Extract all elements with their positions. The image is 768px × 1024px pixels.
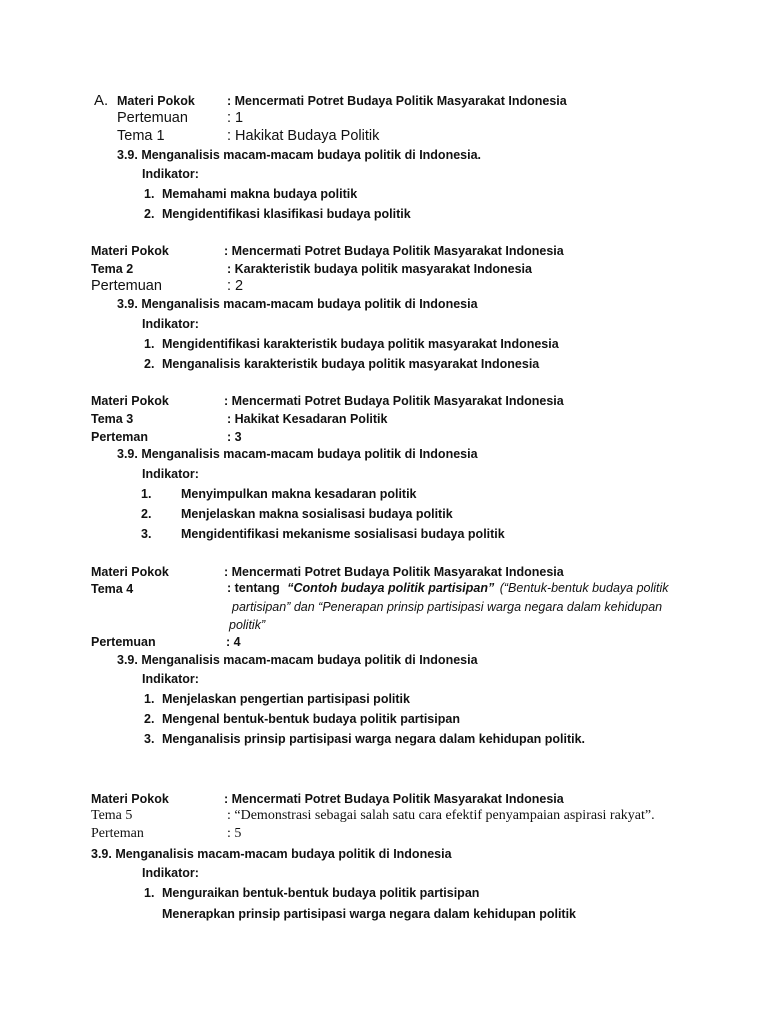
tema-detail: partisipan” dan “Penerapan prinsip partisipasi warga negara dalam kehidupan: [232, 600, 663, 614]
list-item: Menjelaskan makna sosialisasi budaya politik: [181, 507, 453, 521]
kompetensi-dasar: 3.9. Menganalisis macam-macam budaya politik di Indonesia: [91, 847, 452, 861]
list-item-number: 3.: [141, 527, 152, 541]
materi-value: : Mencermati Potret Budaya Politik Masyarakat Indonesia: [224, 244, 564, 258]
tema-emphasis: “Contoh budaya politik partisipan”: [287, 581, 495, 595]
tema-value: : Karakteristik budaya politik masyarakat Indonesia: [227, 262, 532, 276]
list-item-number: 3.: [144, 732, 155, 746]
pertemuan-value: : 5: [227, 826, 242, 841]
list-item: Mengenal bentuk-bentuk budaya politik partisipan: [162, 712, 460, 726]
tema-detail: (“Bentuk-bentuk budaya politik: [499, 581, 669, 595]
list-item: Menganalisis karakteristik budaya politik masyarakat Indonesia: [162, 357, 540, 371]
list-item-number: 2.: [144, 712, 155, 726]
indikator-label: Indikator:: [142, 167, 199, 181]
pertemuan-label: Perteman: [91, 430, 148, 444]
indikator-label: Indikator:: [142, 467, 199, 481]
materi-label: Materi Pokok: [91, 565, 169, 579]
tema-value: : Hakikat Budaya Politik: [227, 128, 380, 144]
list-item-number: 2.: [141, 507, 152, 521]
list-item: Mengidentifikasi mekanisme sosialisasi budaya politik: [181, 527, 505, 541]
list-item-number: 1.: [144, 692, 155, 706]
list-item: Menganalisis prinsip partisipasi warga negara dalam kehidupan politik.: [162, 732, 586, 746]
pertemuan-value: : 4: [226, 635, 241, 649]
materi-value: : Mencermati Potret Budaya Politik Masyarakat Indonesia: [224, 565, 564, 579]
list-item-number: 1.: [141, 487, 152, 501]
list-item: Menerapkan prinsip partisipasi warga negara dalam kehidupan politik: [162, 907, 577, 921]
tema-value: : “Demonstrasi sebagai salah satu cara efektif penyampaian aspirasi rakyat”.: [227, 808, 655, 823]
section-marker: A.: [94, 92, 109, 109]
materi-label: Materi Pokok: [91, 244, 169, 258]
list-item-number: 1.: [144, 187, 155, 201]
tema-value: [227, 582, 669, 595]
pertemuan-label: Perteman: [91, 826, 144, 841]
tema-label: Tema 4: [91, 582, 134, 596]
tema-prefix: : tentang: [227, 581, 280, 595]
materi-value: : Mencermati Potret Budaya Politik Masyarakat Indonesia: [224, 792, 564, 806]
tema-label: Tema 2: [91, 262, 134, 276]
kompetensi-dasar: 3.9. Menganalisis macam-macam budaya politik di Indonesia: [117, 653, 478, 667]
tema-label: Tema 1: [117, 128, 165, 144]
tema-detail: politik”: [229, 618, 266, 632]
list-item-number: 1.: [144, 337, 155, 351]
materi-label: Materi Pokok: [117, 94, 195, 108]
kompetensi-dasar: 3.9. Menganalisis macam-macam budaya politik di Indonesia: [117, 447, 478, 461]
list-item-number: 1.: [144, 886, 155, 900]
materi-value: : Mencermati Potret Budaya Politik Masyarakat Indonesia: [227, 94, 567, 108]
list-item-number: 2.: [144, 207, 155, 221]
list-item: Menyimpulkan makna kesadaran politik: [181, 487, 417, 501]
indikator-label: Indikator:: [142, 672, 199, 686]
pertemuan-value: : 2: [227, 278, 244, 294]
materi-label: Materi Pokok: [91, 394, 169, 408]
list-item: Menguraikan bentuk-bentuk budaya politik partisipan: [162, 886, 480, 900]
pertemuan-label: Pertemuan: [91, 635, 156, 649]
list-item: Mengidentifikasi karakteristik budaya politik masyarakat Indonesia: [162, 337, 559, 351]
list-item: Mengidentifikasi klasifikasi budaya politik: [162, 207, 411, 221]
pertemuan-value: : 3: [227, 430, 242, 444]
list-item-number: 2.: [144, 357, 155, 371]
tema-value: : Hakikat Kesadaran Politik: [227, 412, 388, 426]
tema-label: Tema 3: [91, 412, 134, 426]
indikator-label: Indikator:: [142, 866, 199, 880]
pertemuan-label: Pertemuan: [117, 110, 188, 126]
materi-label: Materi Pokok: [91, 792, 169, 806]
kompetensi-dasar: 3.9. Menganalisis macam-macam budaya politik di Indonesia: [117, 297, 478, 311]
pertemuan-label: Pertemuan: [91, 278, 162, 294]
tema-label: Tema 5: [91, 808, 133, 823]
list-item: Menjelaskan pengertian partisipasi politik: [162, 692, 410, 706]
pertemuan-value: : 1: [227, 110, 244, 126]
kompetensi-dasar: 3.9. Menganalisis macam-macam budaya politik di Indonesia.: [117, 148, 482, 162]
materi-value: : Mencermati Potret Budaya Politik Masyarakat Indonesia: [224, 394, 564, 408]
list-item: Memahami makna budaya politik: [162, 187, 358, 201]
indikator-label: Indikator:: [142, 317, 199, 331]
